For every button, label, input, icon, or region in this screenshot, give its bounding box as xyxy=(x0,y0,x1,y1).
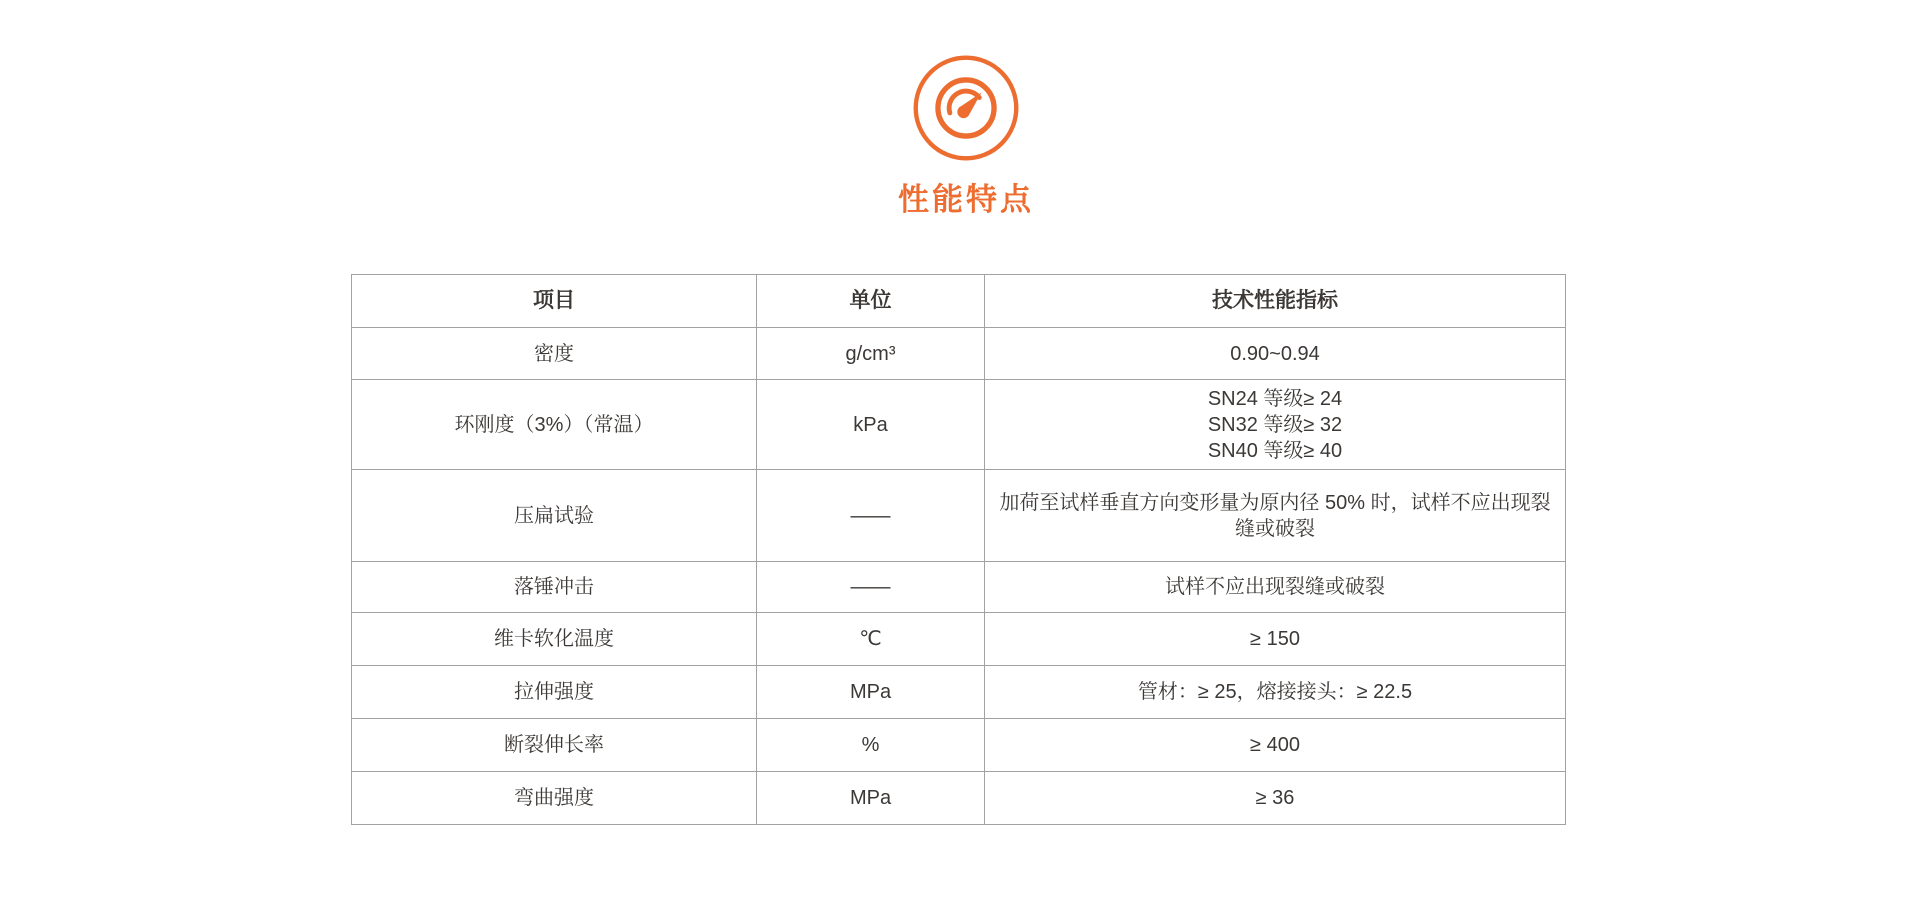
cell-spec xyxy=(985,562,1566,613)
cell-unit: —— xyxy=(757,562,985,613)
gauge-icon xyxy=(908,50,1024,166)
section-title: 性能特点 xyxy=(898,182,1034,217)
cell-item: 弯曲强度 xyxy=(352,772,757,825)
spec-table-wrap xyxy=(351,274,1566,825)
spec-value: ≥ 400 xyxy=(1250,734,1300,756)
cell-item: 落锤冲击 xyxy=(352,562,757,613)
table-row xyxy=(352,328,1566,380)
spec-value: SN32 等级≥ 32 xyxy=(1207,413,1343,436)
spec-value: 管材：≥ 25，熔接接头：≥ 22.5 xyxy=(1137,681,1413,703)
spec-value: ≥ 150 xyxy=(1250,628,1300,650)
table-row xyxy=(352,380,1566,470)
cell-spec xyxy=(985,772,1566,825)
cell-item: 断裂伸长率 xyxy=(352,719,757,772)
cell-unit: MPa xyxy=(757,772,985,825)
cell-unit: % xyxy=(757,719,985,772)
table-row xyxy=(352,772,1566,825)
column-header-spec: 技术性能指标 xyxy=(985,275,1566,328)
cell-spec xyxy=(985,328,1566,380)
cell-spec xyxy=(985,380,1566,470)
cell-item: 拉伸强度 xyxy=(352,666,757,719)
spec-value: SN24 等级≥ 24 xyxy=(1207,387,1343,410)
cell-item: 环刚度（3%）（常温） xyxy=(352,380,757,470)
section-header xyxy=(816,50,1116,217)
table-row xyxy=(352,666,1566,719)
cell-item: 密度 xyxy=(352,328,757,380)
table-row xyxy=(352,719,1566,772)
spec-value: 试样不应出现裂缝或破裂 xyxy=(1165,576,1385,598)
cell-spec xyxy=(985,666,1566,719)
cell-spec xyxy=(985,719,1566,772)
table-row xyxy=(352,613,1566,666)
cell-unit: ℃ xyxy=(757,613,985,666)
cell-unit: MPa xyxy=(757,666,985,719)
column-header-unit: 单位 xyxy=(757,275,985,328)
table-row xyxy=(352,562,1566,613)
spec-value: 加荷至试样垂直方向变形量为原内径 50% 时，试样不应出现裂缝或破裂 xyxy=(999,491,1551,540)
cell-item: 压扁试验 xyxy=(352,470,757,562)
spec-value: SN40 等级≥ 40 xyxy=(1207,439,1343,462)
cell-unit: kPa xyxy=(757,380,985,470)
table-header-row xyxy=(352,275,1566,328)
table-row xyxy=(352,470,1566,562)
spec-value: ≥ 36 xyxy=(1255,787,1295,809)
spec-value: 0.90~0.94 xyxy=(1230,342,1320,365)
spec-table xyxy=(351,274,1566,825)
cell-unit: —— xyxy=(757,470,985,562)
cell-unit: g/cm³ xyxy=(757,328,985,380)
cell-spec xyxy=(985,613,1566,666)
cell-spec xyxy=(985,470,1566,562)
cell-item: 维卡软化温度 xyxy=(352,613,757,666)
column-header-item: 项目 xyxy=(352,275,757,328)
